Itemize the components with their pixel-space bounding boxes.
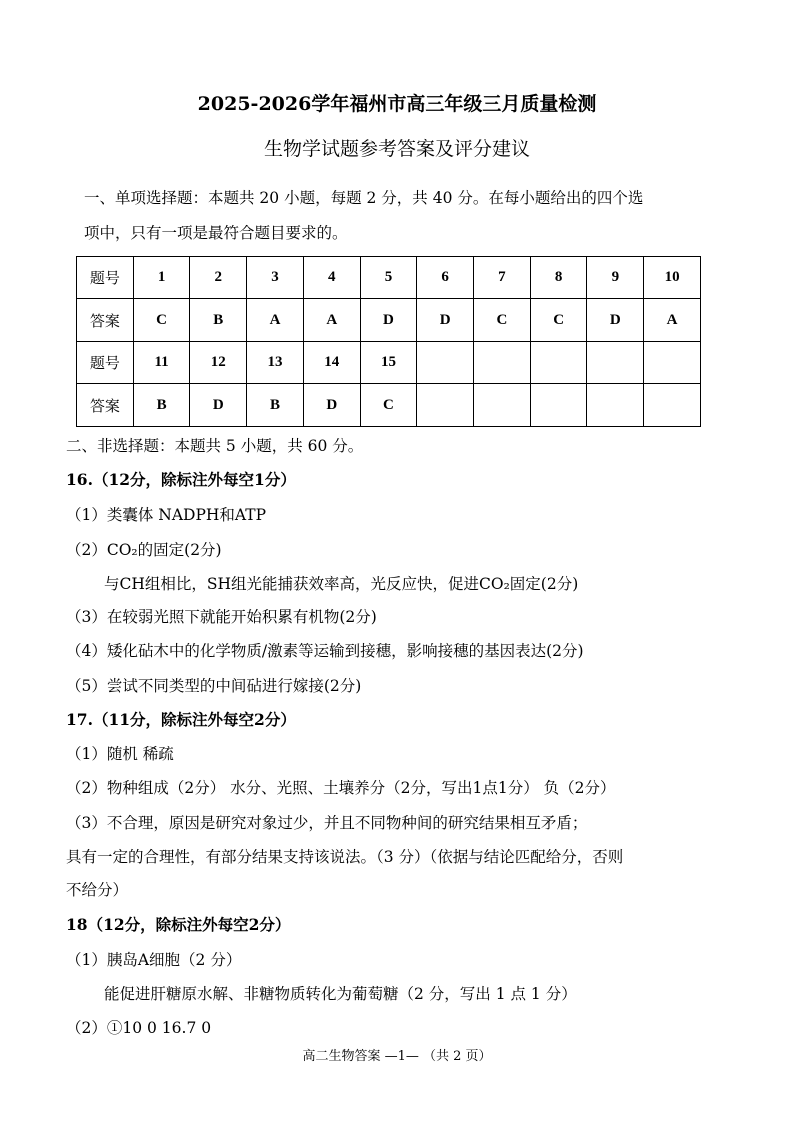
answer-cell: C — [474, 299, 531, 342]
q18-answer-2: （2）①10 0 16.7 0 — [66, 1019, 212, 1037]
answer-cell: D — [587, 299, 644, 342]
row-label-answer: 答案 — [77, 384, 134, 427]
question-number: 15 — [360, 342, 417, 384]
empty-cell — [530, 384, 587, 427]
q16-answer-4: （4）矮化砧木中的化学物质/激素等运输到接穗，影响接穗的基因表达(2分) — [66, 642, 584, 660]
q17-header: 17.（11分，除标注外每空2分） — [66, 710, 296, 729]
q18-answer-1a: （1）胰岛A细胞（2 分） — [66, 951, 242, 969]
question-number: 9 — [587, 257, 644, 299]
q16-answer-2a: （2）CO₂的固定(2分) — [66, 541, 222, 559]
section1-intro-line1: 一、单项选择题：本题共 20 小题，每题 2 分，共 40 分。在每小题给出的四个选 — [84, 189, 644, 207]
answer-cell: D — [303, 384, 360, 427]
page-subtitle: 生物学试题参考答案及评分建议 — [263, 138, 530, 160]
answer-cell: C — [360, 384, 417, 427]
row-label-answer: 答案 — [77, 299, 134, 342]
empty-cell — [644, 384, 701, 427]
q17-answer-3a: （3）不合理，原因是研究对象过少，并且不同物种间的研究结果相互矛盾； — [66, 814, 588, 832]
section2-intro: 二、非选择题：本题共 5 小题，共 60 分。 — [66, 437, 364, 455]
q18-header: 18（12分，除标注外每空2分） — [66, 915, 291, 934]
empty-cell — [587, 384, 644, 427]
empty-cell — [644, 342, 701, 384]
answer-cell: C — [133, 299, 190, 342]
answer-cell: A — [644, 299, 701, 342]
q18-answer-1b: 能促进肝糖原水解、非糖物质转化为葡萄糖（2 分，写出 1 点 1 分） — [104, 985, 577, 1003]
q16-answer-1: （1）类囊体 NADPH和ATP — [66, 506, 267, 524]
q17-answer-1: （1）随机 稀疏 — [66, 745, 174, 763]
row-label-number: 题号 — [77, 257, 134, 299]
q16-answer-3: （3）在较弱光照下就能开始积累有机物(2分) — [66, 608, 377, 626]
answer-cell: D — [417, 299, 474, 342]
page-footer: 高二生物答案 —1— （共 2 页） — [302, 1049, 492, 1064]
empty-cell — [587, 342, 644, 384]
answer-cell: D — [190, 384, 247, 427]
question-number: 2 — [190, 257, 247, 299]
question-number: 5 — [360, 257, 417, 299]
empty-cell — [474, 342, 531, 384]
answer-cell: B — [133, 384, 190, 427]
question-number: 4 — [303, 257, 360, 299]
answer-cell: A — [303, 299, 360, 342]
q17-answer-3b: 具有一定的合理性，有部分结果支持该说法。（3 分）（依据与结论匹配给分，否则 — [66, 848, 624, 866]
answer-cell: B — [247, 384, 304, 427]
question-number: 13 — [247, 342, 304, 384]
answer-cell: D — [360, 299, 417, 342]
q17-answer-2: （2）物种组成（2分） 水分、光照、土壤养分（2分，写出1点1分） 负（2分） — [66, 779, 616, 797]
answer-cell: C — [530, 299, 587, 342]
question-number: 8 — [530, 257, 587, 299]
question-number: 6 — [417, 257, 474, 299]
section1-intro-line2: 项中，只有一项是最符合题目要求的。 — [84, 224, 348, 242]
q16-answer-5: （5）尝试不同类型的中间砧进行嫁接(2分) — [66, 677, 362, 695]
question-number: 11 — [133, 342, 190, 384]
answer-cell: B — [190, 299, 247, 342]
question-number: 12 — [190, 342, 247, 384]
q17-answer-3c: 不给分） — [66, 881, 129, 899]
page-title: 2025-2026学年福州市高三年级三月质量检测 — [197, 93, 597, 115]
empty-cell — [417, 342, 474, 384]
empty-cell — [474, 384, 531, 427]
question-number: 1 — [133, 257, 190, 299]
empty-cell — [530, 342, 587, 384]
answer-cell: A — [247, 299, 304, 342]
q16-answer-2b: 与CH组相比，SH组光能捕获效率高，光反应快，促进CO₂固定(2分) — [104, 575, 579, 593]
empty-cell — [417, 384, 474, 427]
question-number: 3 — [247, 257, 304, 299]
row-label-number: 题号 — [77, 342, 134, 384]
answer-table — [76, 256, 701, 427]
q16-header: 16.（12分，除标注外每空1分） — [66, 470, 296, 489]
question-number: 10 — [644, 257, 701, 299]
question-number: 14 — [303, 342, 360, 384]
question-number: 7 — [474, 257, 531, 299]
